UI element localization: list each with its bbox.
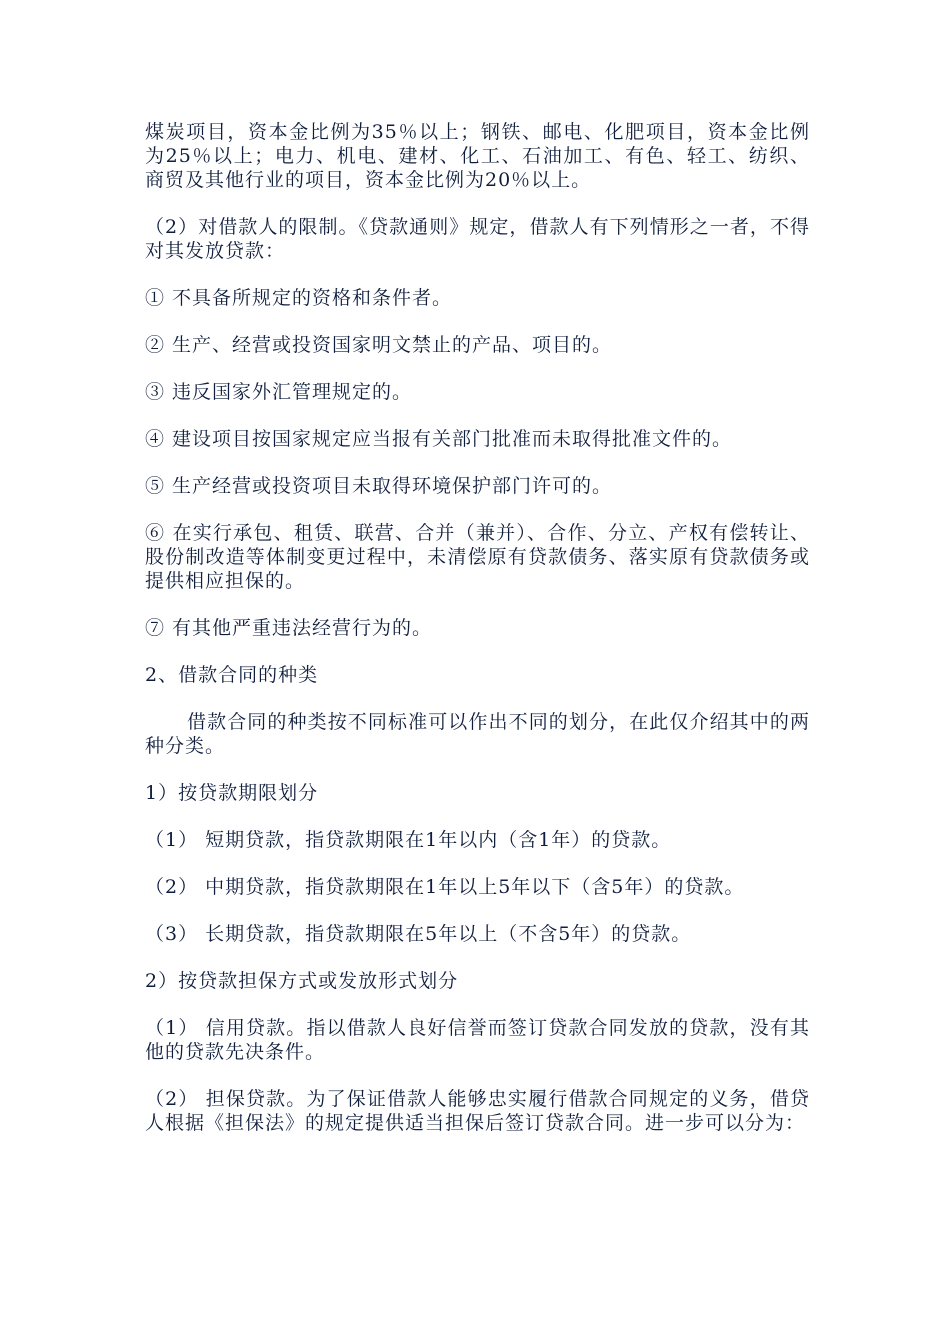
- guarantee-item-credit: （1） 信用贷款。指以借款人良好信誉而签订贷款合同发放的贷款，没有其他的贷款先决条件。: [145, 1017, 810, 1063]
- list-item-5: ⑤ 生产经营或投资项目未取得环境保护部门许可的。: [145, 475, 613, 497]
- paragraph-contract-types-intro: 借款合同的种类按不同标准可以作出不同的划分，在此仅介绍其中的两种分类。: [145, 711, 810, 757]
- document-page: [145, 120, 810, 1135]
- list-item-3: ③ 违反国家外汇管理规定的。: [145, 381, 413, 403]
- list-item-4: ④ 建设项目按国家规定应当报有关部门批准而未取得批准文件的。: [145, 428, 733, 450]
- list-item-1: ① 不具备所规定的资格和条件者。: [145, 287, 453, 309]
- guarantee-item-secured: （2） 担保贷款。为了保证借款人能够忠实履行借款合同规定的义务，借贷人根据《担保法》的规定提供适当担保后签订贷款合同。进一步可以分为：: [145, 1088, 810, 1134]
- term-item-medium: （2） 中期贷款，指贷款期限在1年以上5年以下（含5年）的贷款。: [145, 876, 745, 898]
- paragraph-borrower-restriction: （2）对借款人的限制。《贷款通则》规定，借款人有下列情形之一者，不得对其发放贷款：: [145, 216, 810, 262]
- term-item-long: （3） 长期贷款，指贷款期限在5年以上（不含5年）的贷款。: [145, 923, 692, 945]
- subheading-by-term: 1）按贷款期限划分: [145, 782, 319, 804]
- subheading-by-guarantee: 2）按贷款担保方式或发放形式划分: [145, 970, 459, 992]
- list-item-2: ② 生产、经营或投资国家明文禁止的产品、项目的。: [145, 334, 613, 356]
- term-item-short: （1） 短期贷款，指贷款期限在1年以内（含1年）的贷款。: [145, 829, 672, 851]
- section-heading-contract-types: 2、借款合同的种类: [145, 664, 319, 686]
- list-item-6: ⑥ 在实行承包、租赁、联营、合并（兼并）、合作、分立、产权有偿转让、股份制改造等体制变更过程中，未清偿原有贷款债务、落实原有贷款债务或提供相应担保的。: [145, 522, 810, 592]
- paragraph-capital-ratio: 煤炭项目，资本金比例为35％以上；钢铁、邮电、化肥项目，资本金比例为25％以上；电力、机电、建材、化工、石油加工、有色、轻工、纺织、商贸及其他行业的项目，资本金比例为20％以上。: [145, 121, 810, 191]
- list-item-7: ⑦ 有其他严重违法经营行为的。: [145, 617, 433, 639]
